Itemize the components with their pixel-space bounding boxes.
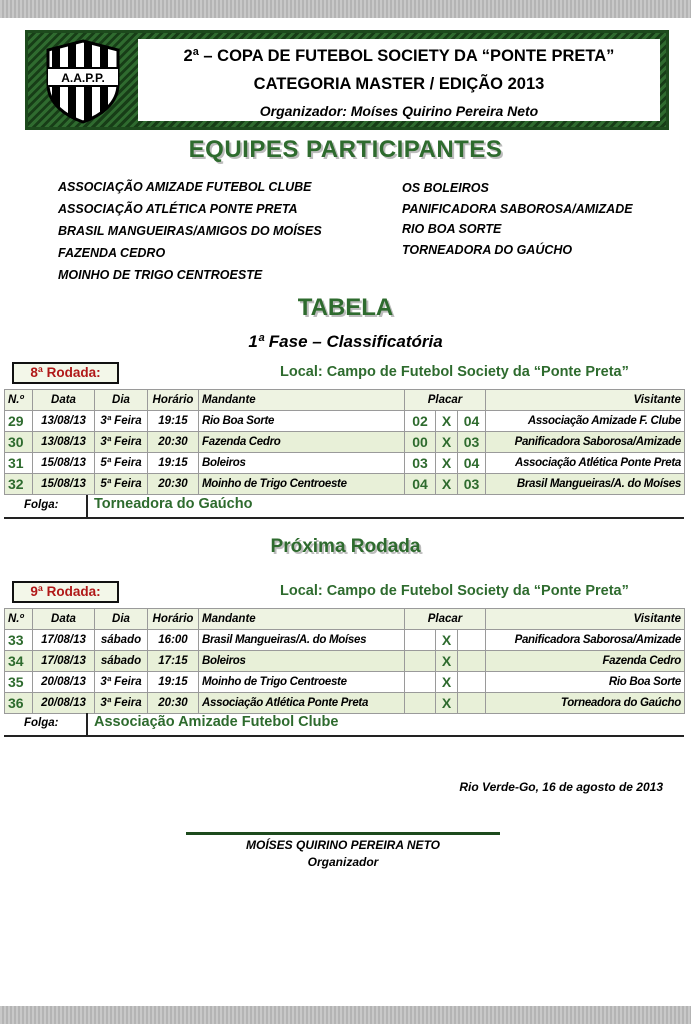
game-day: 3ª Feira	[95, 672, 148, 693]
table-header-row	[5, 390, 685, 411]
organizer-line: Organizador: Moíses Quirino Pereira Neto	[259, 103, 539, 119]
teams-heading: EQUIPES PARTICIPANTES	[188, 136, 503, 163]
bye-divider	[86, 495, 88, 517]
game-day: 5ª Feira	[95, 453, 148, 474]
game-date: 17/08/13	[33, 630, 95, 651]
crest-lettering: A.A.P.P.	[61, 71, 105, 85]
game-date: 20/08/13	[33, 693, 95, 714]
round-8-venue: Local: Campo de Futebol Society da “Ponte Preta”	[280, 364, 629, 380]
game-number: 30	[5, 432, 33, 453]
game-date: 13/08/13	[33, 432, 95, 453]
game-day: sábado	[95, 651, 148, 672]
game-time: 20:30	[148, 474, 199, 495]
home-team: Moinho de Trigo Centroeste	[199, 672, 405, 693]
col-num: N.º	[5, 390, 33, 411]
phase-heading: 1ª Fase – Classificatória	[248, 332, 443, 351]
teams-list-right	[402, 178, 633, 260]
col-away: Visitante	[486, 390, 685, 411]
game-day: 5ª Feira	[95, 474, 148, 495]
game-number: 31	[5, 453, 33, 474]
game-number: 29	[5, 411, 33, 432]
table-header-row	[5, 609, 685, 630]
game-date: 15/08/13	[33, 474, 95, 495]
col-score: Placar	[405, 609, 486, 630]
away-team: Torneadora do Gaúcho	[486, 693, 685, 714]
table-row	[5, 693, 685, 714]
away-score	[458, 672, 486, 693]
game-time: 20:30	[148, 693, 199, 714]
col-home: Mandante	[199, 609, 405, 630]
game-day: 3ª Feira	[95, 693, 148, 714]
game-number: 33	[5, 630, 33, 651]
game-time: 20:30	[148, 432, 199, 453]
home-score: 00	[405, 432, 436, 453]
game-number: 36	[5, 693, 33, 714]
game-number: 32	[5, 474, 33, 495]
game-day: sábado	[95, 630, 148, 651]
away-score	[458, 693, 486, 714]
home-score	[405, 630, 436, 651]
bye-label: Folga:	[24, 499, 59, 511]
club-crest-icon	[42, 38, 124, 124]
bye-team: Torneadora do Gaúcho	[94, 496, 253, 512]
place-and-date: Rio Verde-Go, 16 de agosto de 2013	[459, 780, 663, 794]
game-number: 35	[5, 672, 33, 693]
versus-mark: X	[436, 672, 458, 693]
game-day: 3ª Feira	[95, 432, 148, 453]
away-team: Rio Boa Sorte	[486, 672, 685, 693]
away-team: Brasil Mangueiras/A. do Moíses	[486, 474, 685, 495]
table-row	[5, 411, 685, 432]
game-number: 34	[5, 651, 33, 672]
table-row	[5, 432, 685, 453]
col-date: Data	[33, 609, 95, 630]
away-team: Panificadora Saborosa/Amizade	[486, 432, 685, 453]
team-item: BRASIL MANGUEIRAS/AMIGOS DO MOÍSES	[58, 224, 322, 238]
game-date: 20/08/13	[33, 672, 95, 693]
away-team: Panificadora Saborosa/Amizade	[486, 630, 685, 651]
header-text-panel	[138, 39, 660, 121]
col-date: Data	[33, 390, 95, 411]
away-team: Associação Atlética Ponte Preta	[486, 453, 685, 474]
round-8-bye-row	[4, 495, 684, 519]
next-round-heading: Próxima Rodada	[270, 536, 421, 557]
home-team: Moinho de Trigo Centroeste	[199, 474, 405, 495]
versus-mark: X	[436, 630, 458, 651]
table-heading: TABELA	[297, 294, 394, 321]
versus-mark: X	[436, 411, 458, 432]
col-time: Horário	[148, 390, 199, 411]
away-score: 04	[458, 453, 486, 474]
col-away: Visitante	[486, 609, 685, 630]
bottom-border	[0, 1006, 691, 1024]
home-score: 03	[405, 453, 436, 474]
col-score: Placar	[405, 390, 486, 411]
versus-mark: X	[436, 453, 458, 474]
game-time: 19:15	[148, 411, 199, 432]
bye-label: Folga:	[24, 717, 59, 729]
versus-mark: X	[436, 693, 458, 714]
signer-role: Organizador	[307, 855, 379, 869]
col-day: Dia	[95, 609, 148, 630]
team-item: TORNEADORA DO GAÚCHO	[402, 242, 573, 257]
round-9-venue: Local: Campo de Futebol Society da “Ponte Preta”	[280, 583, 629, 599]
home-score: 02	[405, 411, 436, 432]
away-score	[458, 630, 486, 651]
home-score: 04	[405, 474, 436, 495]
away-score: 03	[458, 432, 486, 453]
tournament-title: 2ª – COPA DE FUTEBOL SOCIETY DA “PONTE PRETA”	[183, 47, 615, 65]
home-score	[405, 672, 436, 693]
away-score: 04	[458, 411, 486, 432]
signature-line	[186, 832, 500, 835]
bye-divider	[86, 713, 88, 735]
game-date: 15/08/13	[33, 453, 95, 474]
home-team: Brasil Mangueiras/A. do Moíses	[199, 630, 405, 651]
home-score	[405, 651, 436, 672]
team-item: ASSOCIAÇÃO ATLÉTICA PONTE PRETA	[58, 202, 298, 216]
versus-mark: X	[436, 432, 458, 453]
home-team: Boleiros	[199, 651, 405, 672]
game-date: 17/08/13	[33, 651, 95, 672]
header-banner	[25, 30, 669, 130]
game-time: 16:00	[148, 630, 199, 651]
top-border	[0, 0, 691, 18]
home-team: Associação Atlética Ponte Preta	[199, 693, 405, 714]
game-time: 19:15	[148, 672, 199, 693]
home-team: Rio Boa Sorte	[199, 411, 405, 432]
category-edition: CATEGORIA MASTER / EDIÇÃO 2013	[253, 75, 545, 93]
col-home: Mandante	[199, 390, 405, 411]
versus-mark: X	[436, 474, 458, 495]
away-score	[458, 651, 486, 672]
home-score	[405, 693, 436, 714]
game-day: 3ª Feira	[95, 411, 148, 432]
team-item: OS BOLEIROS	[402, 181, 489, 195]
away-score: 03	[458, 474, 486, 495]
team-item: FAZENDA CEDRO	[58, 246, 166, 260]
table-row	[5, 630, 685, 651]
bye-team: Associação Amizade Futebol Clube	[94, 714, 339, 730]
round-9-label: 9ª Rodada:	[12, 581, 119, 603]
game-time: 17:15	[148, 651, 199, 672]
round-8-table	[4, 389, 685, 495]
round-9-table	[4, 608, 685, 714]
col-time: Horário	[148, 609, 199, 630]
versus-mark: X	[436, 651, 458, 672]
game-time: 19:15	[148, 453, 199, 474]
round-8-label: 8ª Rodada:	[12, 362, 119, 384]
table-row	[5, 651, 685, 672]
table-row	[5, 453, 685, 474]
away-team: Associação Amizade F. Clube	[486, 411, 685, 432]
col-num: N.º	[5, 609, 33, 630]
home-team: Fazenda Cedro	[199, 432, 405, 453]
teams-list-left	[58, 176, 322, 286]
away-team: Fazenda Cedro	[486, 651, 685, 672]
team-item: ASSOCIAÇÃO AMIZADE FUTEBOL CLUBE	[58, 180, 312, 194]
game-date: 13/08/13	[33, 411, 95, 432]
table-row	[5, 474, 685, 495]
round-9-bye-row	[4, 713, 684, 737]
signer-name: MOÍSES QUIRINO PEREIRA NETO	[245, 838, 441, 852]
team-item: MOINHO DE TRIGO CENTROESTE	[58, 268, 263, 282]
table-row	[5, 672, 685, 693]
home-team: Boleiros	[199, 453, 405, 474]
col-day: Dia	[95, 390, 148, 411]
team-item: RIO BOA SORTE	[402, 222, 502, 236]
team-item: PANIFICADORA SABOROSA/AMIZADE	[402, 201, 633, 216]
